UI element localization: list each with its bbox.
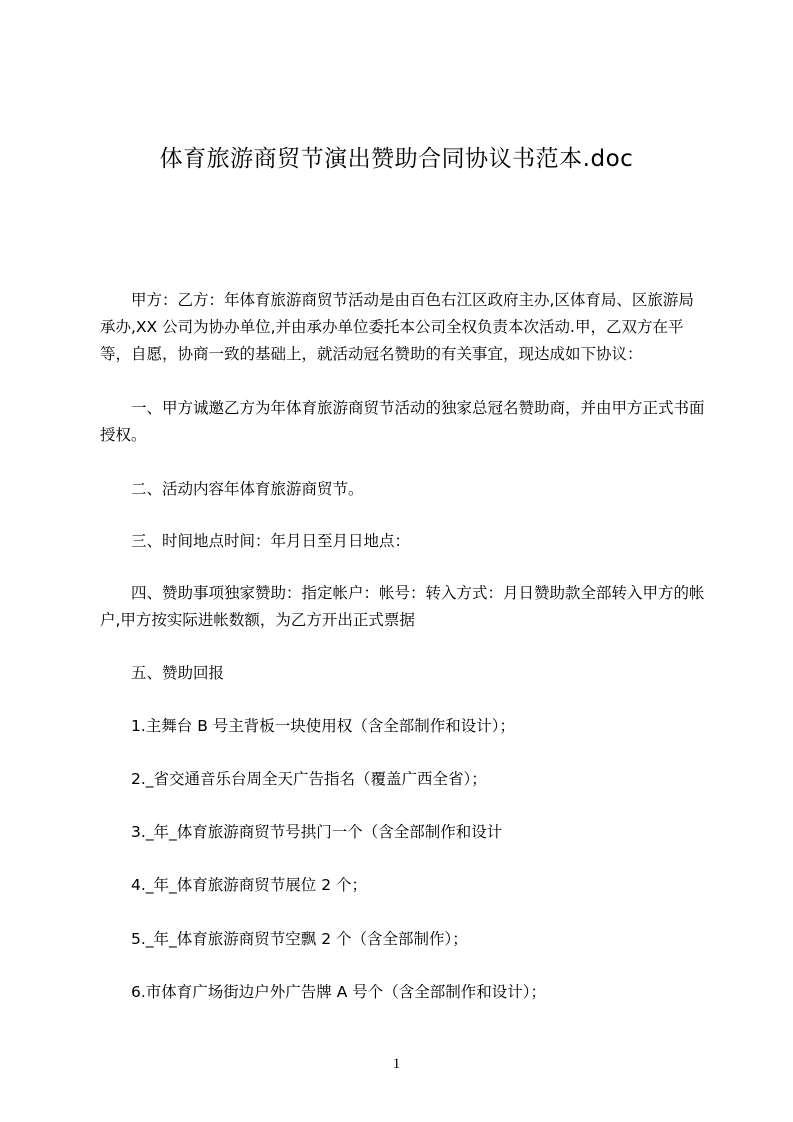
paragraph-intro: 甲方：乙方：年体育旅游商贸节活动是由百色右江区政府主办,区体育局、区旅游局承办,XX 公司为协办单位,并由承办单位委托本公司全权负责本次活动.甲，乙双方在平等，自愿，协商一致的基础上，就活动冠名赞助的有关事宜，现达成如下协议： [100, 291, 694, 363]
list-item-6: 6.市体育广场街边户外广告牌 A 号个（含全部制作和设计）； [100, 983, 546, 1001]
list-item-3: 3._年_体育旅游商贸节号拱门一个（含全部制作和设计 [100, 823, 503, 841]
list-item-4: 4._年_体育旅游商贸节展位 2 个； [100, 876, 368, 894]
paragraph-clause-1: 一、甲方诚邀乙方为年体育旅游商贸节活动的独家总冠名赞助商，并由甲方正式书面授权。 [100, 399, 705, 444]
paragraph-clause-3: 三、时间地点时间：年月日至月日地点： [100, 532, 411, 550]
paragraph-clause-5: 五、赞助回报 [100, 664, 225, 682]
paragraph-clause-2: 二、活动内容年体育旅游商贸节。 [100, 480, 364, 498]
document-title: 体育旅游商贸节演出赞助合同协议书范本.doc [159, 146, 634, 172]
paragraph-clause-4: 四、赞助事项独家赞助：指定帐户：帐号：转入方式：月日赞助款全部转入甲方的帐户,甲方按实际进帐数额，为乙方开出正式票据 [100, 584, 705, 629]
page-number: 1 [392, 1056, 401, 1072]
list-item-5: 5._年_体育旅游商贸节空飘 2 个（含全部制作）； [100, 930, 468, 948]
list-item-1: 1.主舞台 B 号主背板一块使用权（含全部制作和设计）； [100, 717, 516, 735]
list-item-2: 2._省交通音乐台周全天广告指名（覆盖广西全省）； [100, 770, 487, 788]
